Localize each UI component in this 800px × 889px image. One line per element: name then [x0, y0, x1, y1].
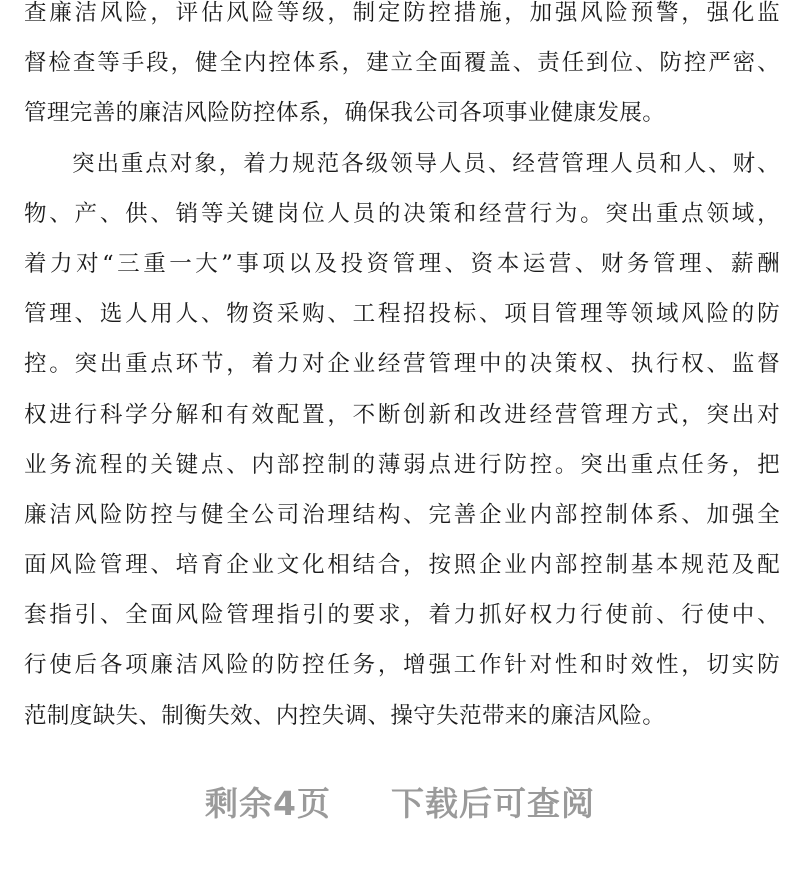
- paragraph-1-line-2: 督检查等手段，健全内控体系，建立全面覆盖、责任到位、防控严密、: [24, 50, 780, 77]
- paragraph-2-line-3: 着力对“三重一大”事项以及投资管理、资本运营、财务管理、薪酬: [24, 250, 780, 277]
- paragraph-1-line-3: 管理完善的廉洁风险防控体系，确保我公司各项事业健康发展。: [24, 100, 666, 127]
- paragraph-2-line-10: 套指引、全面风险管理指引的要求，着力抓好权力行使前、行使中、: [24, 602, 780, 629]
- download-banner[interactable]: [0, 778, 800, 825]
- paragraph-2-line-8: 廉洁风险防控与健全公司治理结构、完善企业内部控制体系、加强全: [24, 501, 780, 528]
- paragraph-2-line-12: 范制度缺失、制衡失效、内控失调、操守失范带来的廉洁风险。: [24, 702, 666, 729]
- paragraph-1-line-1: 查廉洁风险，评估风险等级，制定防控措施，加强风险预警，强化监: [24, 0, 780, 26]
- remaining-pages-label: 剩余4页: [205, 784, 331, 823]
- paragraph-2-line-9: 面风险管理、培育企业文化相结合，按照企业内部控制基本规范及配: [24, 552, 780, 579]
- paragraph-2-line-4: 管理、选人用人、物资采购、工程招投标、项目管理等领域风险的防: [24, 301, 780, 328]
- download-prompt-label: 下载后可查阅: [390, 784, 595, 823]
- paragraph-2-line-1: 突出重点对象，着力规范各级领导人员、经营管理人员和人、财、: [72, 150, 780, 177]
- document-body: [24, 0, 780, 741]
- paragraph-2-line-2: 物、产、供、销等关键岗位人员的决策和经营行为。突出重点领域，: [24, 200, 780, 227]
- paragraph-2-line-5: 控。突出重点环节，着力对企业经营管理中的决策权、执行权、监督: [24, 351, 780, 378]
- paragraph-2-line-6: 权进行科学分解和有效配置，不断创新和改进经营管理方式，突出对: [24, 401, 780, 428]
- paragraph-2-line-11: 行使后各项廉洁风险的防控任务，增强工作针对性和时效性，切实防: [24, 652, 780, 679]
- paragraph-2-line-7: 业务流程的关键点、内部控制的薄弱点进行防控。突出重点任务，把: [24, 451, 780, 478]
